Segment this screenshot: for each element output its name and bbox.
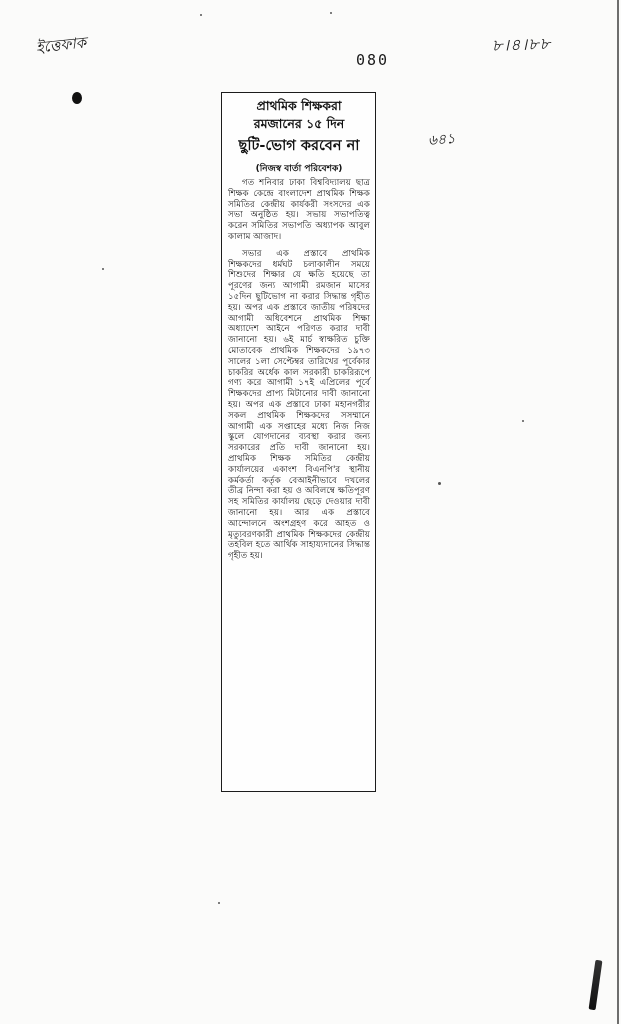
headline-line-1: প্রাথমিক শিক্ষকরা	[256, 98, 342, 113]
article-paragraph: সভার এক প্রস্তাবে প্রাথমিক শিক্ষকদের ধর্মঘট চলাকালীন সময়ে শিশুদের শিক্ষার যে ক্ষতি হয়েছে তা পূরণের জন্য আগামী রমজান মাসের ১৫দিন ছুটিভোগ না করার সিদ্ধান্ত গৃহীত হয়। অপর এক প্রস্তাবে জাতীয় পরিষদের আগামী অধিবেশনে প্রাথমিক শিক্ষা অধ্যাদেশ আইনে পরিণত করার দাবী জানানো হয়। ৬ই মার্চ স্বাক্ষরিত চুক্তি মোতাবেক প্রাথমিক শিক্ষকদের ১৯৭৩ সালের ১লা সেপ্টেম্বর তারিখের পূর্বেকার চাকরির অর্ধেক কাল সরকারী চাকরিরূপে গণ্য করে আগামী ১৭ই এপ্রিলের পূর্বে শিক্ষকদের প্রাপ্য মিটানোর দাবী জানানো হয়। অপর এক প্রস্তাবে ঢাকা মহানগরীর সকল প্রাথমিক শিক্ষকদের সসম্মানে আগামী এক সপ্তাহের মধ্যে নিজ নিজ স্কুলে যোগদানের ব্যবস্থা করার জন্য সরকারের প্রতি দাবী জানানো হয়। প্রাথমিক শিক্ষক সমিতির কেন্দ্রীয় কার্যালয়ের একাংশ বিএনপি'র স্থানীয় কর্মকর্তা কর্তৃক বেআইনীভাবে দখলের তীব্র নিন্দা করা হয় ও অবিলম্বে ক্ষতিপূরণ সহ সমিতির কার্যালয় ছেড়ে দেওয়ার দাবী জানানো হয়। আর এক প্রস্তাবে আন্দোলনে অংশগ্রহণ করে আহত ও মৃত্যুবরণকারী প্রাথমিক শিক্ষকদের কেন্দ্রীয় তহবিল হতে আর্থিক সাহায্যদানের সিদ্ধান্ত গৃহীত হয়।	[228, 248, 370, 562]
clipping-byline: (নিজস্ব বার্তা পরিবেশক)	[255, 164, 343, 174]
paper-speck	[522, 420, 524, 422]
handwritten-margin-note: ৬৪১	[427, 131, 456, 149]
handwritten-source-note: ইত্তেফাক	[35, 33, 88, 57]
page-stamp-number: 080	[356, 51, 390, 69]
page-edge-shadow	[617, 0, 619, 1024]
ink-blot	[72, 92, 82, 104]
paper-speck	[102, 268, 104, 270]
clipping-headline	[228, 97, 370, 157]
headline-line-2: রমজানের ১৫ দিন	[253, 116, 345, 131]
handwritten-date: ৮।৪।৮৮	[491, 33, 552, 56]
headline-line-3: ছুটি-ভোগ করবেন না	[238, 138, 360, 154]
article-paragraph: গত শনিবার ঢাকা বিশ্ববিদ্যালয় ছাত্র শিক্ষক কেন্দ্রে বাংলাদেশ প্রাথমিক শিক্ষক সমিতির কেন্দ্রীয় কার্যকরী সংসদের এক সভা অনুষ্ঠিত হয়। সভায় সভাপতিত্ব করেন সমিতির সভাপতি অধ্যাপক আবুল কালাম আজাদ।	[228, 178, 370, 242]
paper-speck	[218, 902, 220, 904]
paper-speck	[330, 12, 332, 14]
binding-mark	[589, 960, 603, 1010]
newspaper-clipping	[221, 92, 376, 792]
paper-speck	[200, 14, 202, 16]
paper-speck	[438, 482, 441, 485]
